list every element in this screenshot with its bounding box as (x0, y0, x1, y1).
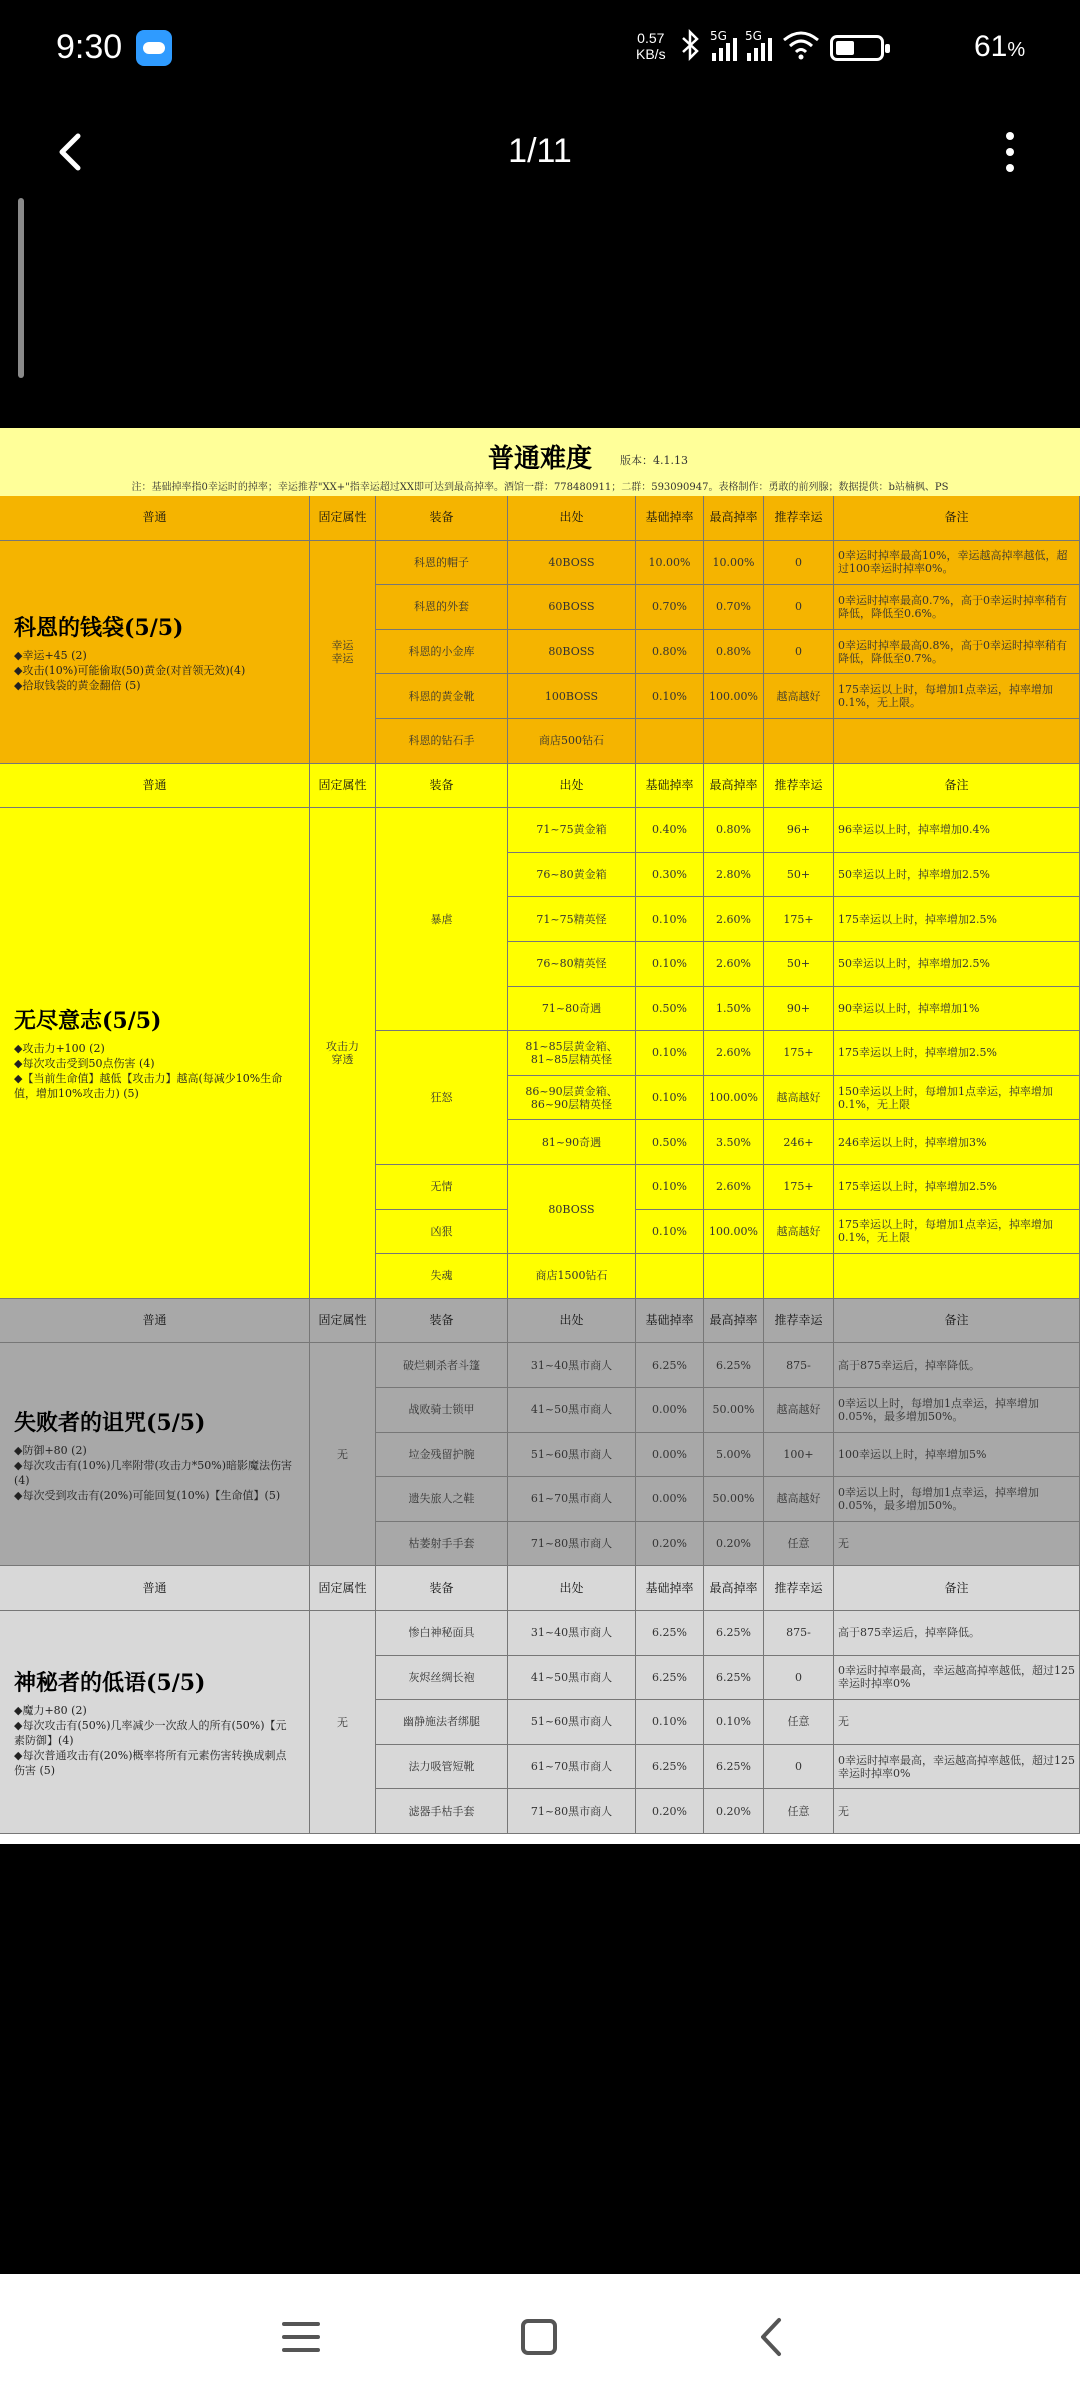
source-cell: 31~40黑市商人 (508, 1611, 636, 1656)
remark-cell: 175幸运以上时，每增加1点幸运，掉率增加0.1%，无上限。 (834, 674, 1080, 719)
max-drop-rate: 2.80% (704, 853, 764, 898)
set-effects: ◆魔力+80 (2) ◆每次攻击有(50%)几率减少一次敌人的所有(50%)【元素防御】(4) ◆每次普通攻击有(20%)概率将所有元素伤害转换成刺点伤害 (5) (14, 1704, 287, 1777)
recommended-luck: 任意 (764, 1700, 834, 1745)
table-header-cell: 备注 (834, 764, 1080, 809)
recommended-luck: 任意 (764, 1522, 834, 1567)
signal-icon-2: 5G (747, 35, 772, 61)
source-cell: 61~70黑市商人 (508, 1745, 636, 1790)
equipment-cell: 幽静施法者绑腿 (376, 1700, 508, 1745)
base-drop-rate: 0.30% (636, 853, 704, 898)
source-cell: 41~50黑市商人 (508, 1656, 636, 1701)
table-header-cell: 备注 (834, 1299, 1080, 1344)
remark-cell: 96幸运以上时，掉率增加0.4% (834, 808, 1080, 853)
equipment-cell: 法力吸管短靴 (376, 1745, 508, 1790)
base-drop-rate: 0.00% (636, 1477, 704, 1522)
table-header-cell: 出处 (508, 496, 636, 541)
remark-cell: 无 (834, 1789, 1080, 1834)
fixed-attribute: 无 (310, 1343, 376, 1566)
equipment-cell: 滤器手枯手套 (376, 1789, 508, 1834)
max-drop-rate (704, 719, 764, 764)
remark-cell: 0幸运时掉率最高0.8%，高于0幸运时掉率稍有降低，降低至0.7%。 (834, 630, 1080, 675)
source-cell: 商店1500钻石 (508, 1254, 636, 1299)
max-drop-rate: 50.00% (704, 1477, 764, 1522)
max-drop-rate: 0.10% (704, 1700, 764, 1745)
base-drop-rate (636, 1254, 704, 1299)
equipment-cell: 战败骑士锁甲 (376, 1388, 508, 1433)
remark-cell: 高于875幸运后，掉率降低。 (834, 1343, 1080, 1388)
source-cell: 商店500钻石 (508, 719, 636, 764)
back-nav-icon[interactable] (748, 2312, 798, 2362)
max-drop-rate: 0.80% (704, 808, 764, 853)
remark-cell: 无 (834, 1700, 1080, 1745)
system-nav-bar (0, 2274, 1080, 2400)
wifi-icon (782, 30, 820, 67)
equipment-cell: 灰烬丝绸长袍 (376, 1656, 508, 1701)
recommended-luck: 0 (764, 1745, 834, 1790)
table-header-cell: 最高掉率 (704, 1566, 764, 1611)
set-effects: ◆幸运+45 (2) ◆攻击(10%)可能偷取(50)黄金(对首领无效)(4) ◆拾取钱袋的黄金翻倍 (5) (14, 648, 246, 692)
status-time: 9:30 (56, 28, 123, 66)
viewer-app-bar (0, 110, 1080, 194)
more-options-icon[interactable] (1000, 126, 1020, 178)
remark-cell: 0幸运时掉率最高，幸运越高掉率越低，超过125幸运时掉率0% (834, 1745, 1080, 1790)
base-drop-rate: 0.50% (636, 1120, 704, 1165)
max-drop-rate: 100.00% (704, 674, 764, 719)
status-bar (0, 0, 1080, 100)
recommended-luck (764, 1254, 834, 1299)
recommended-luck: 越高越好 (764, 674, 834, 719)
base-drop-rate: 0.10% (636, 1165, 704, 1210)
equipment-cell: 暴虐 (376, 808, 508, 1031)
recommended-luck: 175+ (764, 897, 834, 942)
recommended-luck: 100+ (764, 1433, 834, 1478)
source-cell: 71~75精英怪 (508, 897, 636, 942)
bluetooth-icon (680, 29, 702, 68)
recommended-luck: 任意 (764, 1789, 834, 1834)
remark-cell: 无 (834, 1522, 1080, 1567)
base-drop-rate: 0.80% (636, 630, 704, 675)
document-title: 普通难度 (487, 444, 592, 474)
remark-cell: 175幸运以上时，掉率增加2.5% (834, 1031, 1080, 1076)
max-drop-rate: 0.20% (704, 1789, 764, 1834)
recommended-luck: 50+ (764, 942, 834, 987)
menu-nav-icon[interactable] (276, 2312, 326, 2362)
source-cell: 80BOSS (508, 1165, 636, 1254)
source-cell: 60BOSS (508, 585, 636, 630)
set-name-block (0, 1343, 310, 1566)
source-cell: 71~80奇遇 (508, 987, 636, 1032)
set-name-block (0, 1611, 310, 1834)
equipment-cell: 垃金残留护腕 (376, 1433, 508, 1478)
page-indicator: 1/11 (508, 132, 572, 170)
source-cell: 76~80精英怪 (508, 942, 636, 987)
source-cell: 51~60黑市商人 (508, 1433, 636, 1478)
max-drop-rate: 0.80% (704, 630, 764, 675)
recommended-luck (764, 719, 834, 764)
equipment-cell: 无情 (376, 1165, 508, 1210)
home-nav-icon[interactable] (514, 2312, 564, 2362)
table-header-cell: 普通 (0, 1566, 310, 1611)
recommended-luck: 越高越好 (764, 1388, 834, 1433)
remark-cell: 175幸运以上时，掉率增加2.5% (834, 897, 1080, 942)
table-header-cell: 基础掉率 (636, 1566, 704, 1611)
table-header-cell: 最高掉率 (704, 496, 764, 541)
set-effects: ◆防御+80 (2) ◆每次攻击有(10%)几率附带(攻击力*50%)暗影魔法伤害 (4) ◆每次受到攻击有(20%)可能回复(10%)【生命值】(5) (14, 1443, 293, 1502)
base-drop-rate: 0.10% (636, 1210, 704, 1255)
source-cell: 51~60黑市商人 (508, 1700, 636, 1745)
table-header-cell: 普通 (0, 764, 310, 809)
source-cell: 100BOSS (508, 674, 636, 719)
equipment-cell: 科恩的黄金靴 (376, 674, 508, 719)
remark-cell: 0幸运以上时，每增加1点幸运，掉率增加0.05%，最多增加50%。 (834, 1477, 1080, 1522)
equipment-cell: 凶狠 (376, 1210, 508, 1255)
equipment-cell: 科恩的钻石手 (376, 719, 508, 764)
document-version: 版本：4.1.13 (620, 454, 688, 467)
max-drop-rate: 6.25% (704, 1611, 764, 1656)
table-header-cell: 推荐幸运 (764, 1299, 834, 1344)
table-header-cell: 固定属性 (310, 1566, 376, 1611)
table-header-cell: 备注 (834, 496, 1080, 541)
recommended-luck: 50+ (764, 853, 834, 898)
set-name-block (0, 541, 310, 764)
source-cell: 41~50黑市商人 (508, 1388, 636, 1433)
table-header-cell: 基础掉率 (636, 764, 704, 809)
max-drop-rate: 100.00% (704, 1210, 764, 1255)
max-drop-rate: 6.25% (704, 1745, 764, 1790)
base-drop-rate: 0.10% (636, 1031, 704, 1076)
equipment-cell: 科恩的外套 (376, 585, 508, 630)
recommended-luck: 90+ (764, 987, 834, 1032)
base-drop-rate: 0.00% (636, 1388, 704, 1433)
source-cell: 81~85层黄金箱、81~85层精英怪 (508, 1031, 636, 1076)
base-drop-rate: 0.10% (636, 942, 704, 987)
table-header-cell: 最高掉率 (704, 1299, 764, 1344)
max-drop-rate: 2.60% (704, 1165, 764, 1210)
recommended-luck: 875- (764, 1343, 834, 1388)
recommended-luck: 0 (764, 541, 834, 586)
remark-cell: 50幸运以上时，掉率增加2.5% (834, 942, 1080, 987)
equipment-cell: 破烂刺杀者斗篷 (376, 1343, 508, 1388)
equipment-cell: 科恩的帽子 (376, 541, 508, 586)
set-name: 失败者的诅咒(5/5) (14, 1409, 206, 1436)
source-cell: 86~90层黄金箱、86~90层精英怪 (508, 1076, 636, 1121)
table-header-cell: 推荐幸运 (764, 764, 834, 809)
base-drop-rate: 6.25% (636, 1343, 704, 1388)
base-drop-rate: 0.20% (636, 1522, 704, 1567)
max-drop-rate: 6.25% (704, 1343, 764, 1388)
table-header-cell: 固定属性 (310, 1299, 376, 1344)
source-cell: 71~75黄金箱 (508, 808, 636, 853)
remark-cell: 175幸运以上时，每增加1点幸运，掉率增加0.1%，无上限 (834, 1210, 1080, 1255)
equipment-cell: 失魂 (376, 1254, 508, 1299)
table-header-cell: 推荐幸运 (764, 1566, 834, 1611)
table-header-cell: 基础掉率 (636, 1299, 704, 1344)
max-drop-rate: 100.00% (704, 1076, 764, 1121)
remark-cell: 0幸运时掉率最高0.7%，高于0幸运时掉率稍有降低，降低至0.6%。 (834, 585, 1080, 630)
base-drop-rate: 0.10% (636, 674, 704, 719)
table-header-cell: 推荐幸运 (764, 496, 834, 541)
base-drop-rate: 0.50% (636, 987, 704, 1032)
max-drop-rate: 2.60% (704, 897, 764, 942)
max-drop-rate: 50.00% (704, 1388, 764, 1433)
table-header-cell: 基础掉率 (636, 496, 704, 541)
remark-cell: 0幸运时掉率最高10%，幸运越高掉率越低，超过100幸运时掉率0%。 (834, 541, 1080, 586)
source-cell: 40BOSS (508, 541, 636, 586)
equipment-cell: 枯萎射手手套 (376, 1522, 508, 1567)
base-drop-rate: 0.10% (636, 897, 704, 942)
recommended-luck: 越高越好 (764, 1210, 834, 1255)
table-header-cell: 备注 (834, 1566, 1080, 1611)
max-drop-rate: 2.60% (704, 942, 764, 987)
table-header-cell: 出处 (508, 1566, 636, 1611)
set-name: 科恩的钱袋(5/5) (14, 614, 184, 641)
source-cell: 80BOSS (508, 630, 636, 675)
base-drop-rate: 0.10% (636, 1076, 704, 1121)
max-drop-rate: 0.20% (704, 1522, 764, 1567)
source-cell: 31~40黑市商人 (508, 1343, 636, 1388)
status-icons (680, 30, 884, 66)
source-cell: 76~80黄金箱 (508, 853, 636, 898)
source-cell: 71~80黑市商人 (508, 1522, 636, 1567)
recommended-luck: 越高越好 (764, 1076, 834, 1121)
remark-cell: 0幸运以上时，每增加1点幸运，掉率增加0.05%，最多增加50%。 (834, 1388, 1080, 1433)
base-drop-rate: 0.10% (636, 1700, 704, 1745)
max-drop-rate: 2.60% (704, 1031, 764, 1076)
base-drop-rate (636, 719, 704, 764)
remark-cell: 高于875幸运后，掉率降低。 (834, 1611, 1080, 1656)
base-drop-rate: 0.00% (636, 1433, 704, 1478)
recommended-luck: 246+ (764, 1120, 834, 1165)
recommended-luck: 875- (764, 1611, 834, 1656)
recommended-luck: 0 (764, 630, 834, 675)
network-speed: 0.57 KB/s (636, 30, 666, 62)
table-header-cell: 装备 (376, 1299, 508, 1344)
remark-cell (834, 1254, 1080, 1299)
max-drop-rate: 10.00% (704, 541, 764, 586)
max-drop-rate: 3.50% (704, 1120, 764, 1165)
document-note: 注：基础掉率指0幸运时的掉率；幸运推荐"XX+"指幸运超过XX即可达到最高掉率。酒馆一群：778480911；二群：593090947。表格制作：勇敢的前列腺；数据提供：b站楠枫、PS (131, 482, 949, 493)
document-image[interactable] (0, 428, 1080, 1844)
battery-percent: 61% (974, 30, 1026, 63)
recommended-luck: 0 (764, 1656, 834, 1701)
remark-cell: 50幸运以上时，掉率增加2.5% (834, 853, 1080, 898)
base-drop-rate: 10.00% (636, 541, 704, 586)
recommended-luck: 越高越好 (764, 1477, 834, 1522)
base-drop-rate: 6.25% (636, 1745, 704, 1790)
base-drop-rate: 6.25% (636, 1611, 704, 1656)
table-header-cell: 装备 (376, 496, 508, 541)
max-drop-rate: 0.70% (704, 585, 764, 630)
remark-cell: 175幸运以上时，掉率增加2.5% (834, 1165, 1080, 1210)
remark-cell: 0幸运时掉率最高，幸运越高掉率越低，超过125幸运时掉率0% (834, 1656, 1080, 1701)
set-name: 无尽意志(5/5) (14, 1008, 162, 1035)
max-drop-rate (704, 1254, 764, 1299)
recommended-luck: 0 (764, 585, 834, 630)
signal-icon-1: 5G (712, 35, 737, 61)
remark-cell: 90幸运以上时，掉率增加1% (834, 987, 1080, 1032)
table-header-cell: 装备 (376, 764, 508, 809)
max-drop-rate: 6.25% (704, 1656, 764, 1701)
base-drop-rate: 0.40% (636, 808, 704, 853)
scroll-indicator[interactable] (18, 198, 24, 378)
equipment-cell: 惨白神秘面具 (376, 1611, 508, 1656)
remark-cell (834, 719, 1080, 764)
remark-cell: 100幸运以上时，掉率增加5% (834, 1433, 1080, 1478)
equipment-cell: 遗失旅人之鞋 (376, 1477, 508, 1522)
document-header (0, 428, 1080, 497)
max-drop-rate: 1.50% (704, 987, 764, 1032)
recommended-luck: 175+ (764, 1165, 834, 1210)
cloud-app-icon (136, 30, 172, 66)
set-effects: ◆攻击力+100 (2) ◆每次攻击受到50点伤害 (4) ◆【当前生命值】越低【攻击力】越高(每减少10%生命值，增加10%攻击力) (5) (14, 1042, 283, 1101)
table-header-cell: 出处 (508, 764, 636, 809)
base-drop-rate: 6.25% (636, 1656, 704, 1701)
base-drop-rate: 0.20% (636, 1789, 704, 1834)
table-header-cell: 普通 (0, 1299, 310, 1344)
equipment-cell: 狂怒 (376, 1031, 508, 1165)
table-header-cell: 固定属性 (310, 496, 376, 541)
recommended-luck: 175+ (764, 1031, 834, 1076)
fixed-attribute: 攻击力 穿透 (310, 808, 376, 1299)
table-header-cell: 装备 (376, 1566, 508, 1611)
table-header-cell: 最高掉率 (704, 764, 764, 809)
source-cell: 61~70黑市商人 (508, 1477, 636, 1522)
table-header-cell: 出处 (508, 1299, 636, 1344)
battery-icon (830, 35, 884, 61)
table-header-cell: 固定属性 (310, 764, 376, 809)
fixed-attribute: 幸运 幸运 (310, 541, 376, 764)
base-drop-rate: 0.70% (636, 585, 704, 630)
source-cell: 81~90奇遇 (508, 1120, 636, 1165)
equipment-cell: 科恩的小金库 (376, 630, 508, 675)
fixed-attribute: 无 (310, 1611, 376, 1834)
set-name: 神秘者的低语(5/5) (14, 1670, 206, 1696)
set-name-block (0, 808, 310, 1299)
remark-cell: 246幸运以上时，掉率增加3% (834, 1120, 1080, 1165)
remark-cell: 150幸运以上时，每增加1点幸运，掉率增加0.1%，无上限 (834, 1076, 1080, 1121)
table-header-cell: 普通 (0, 496, 310, 541)
max-drop-rate: 5.00% (704, 1433, 764, 1478)
source-cell: 71~80黑市商人 (508, 1789, 636, 1834)
recommended-luck: 96+ (764, 808, 834, 853)
